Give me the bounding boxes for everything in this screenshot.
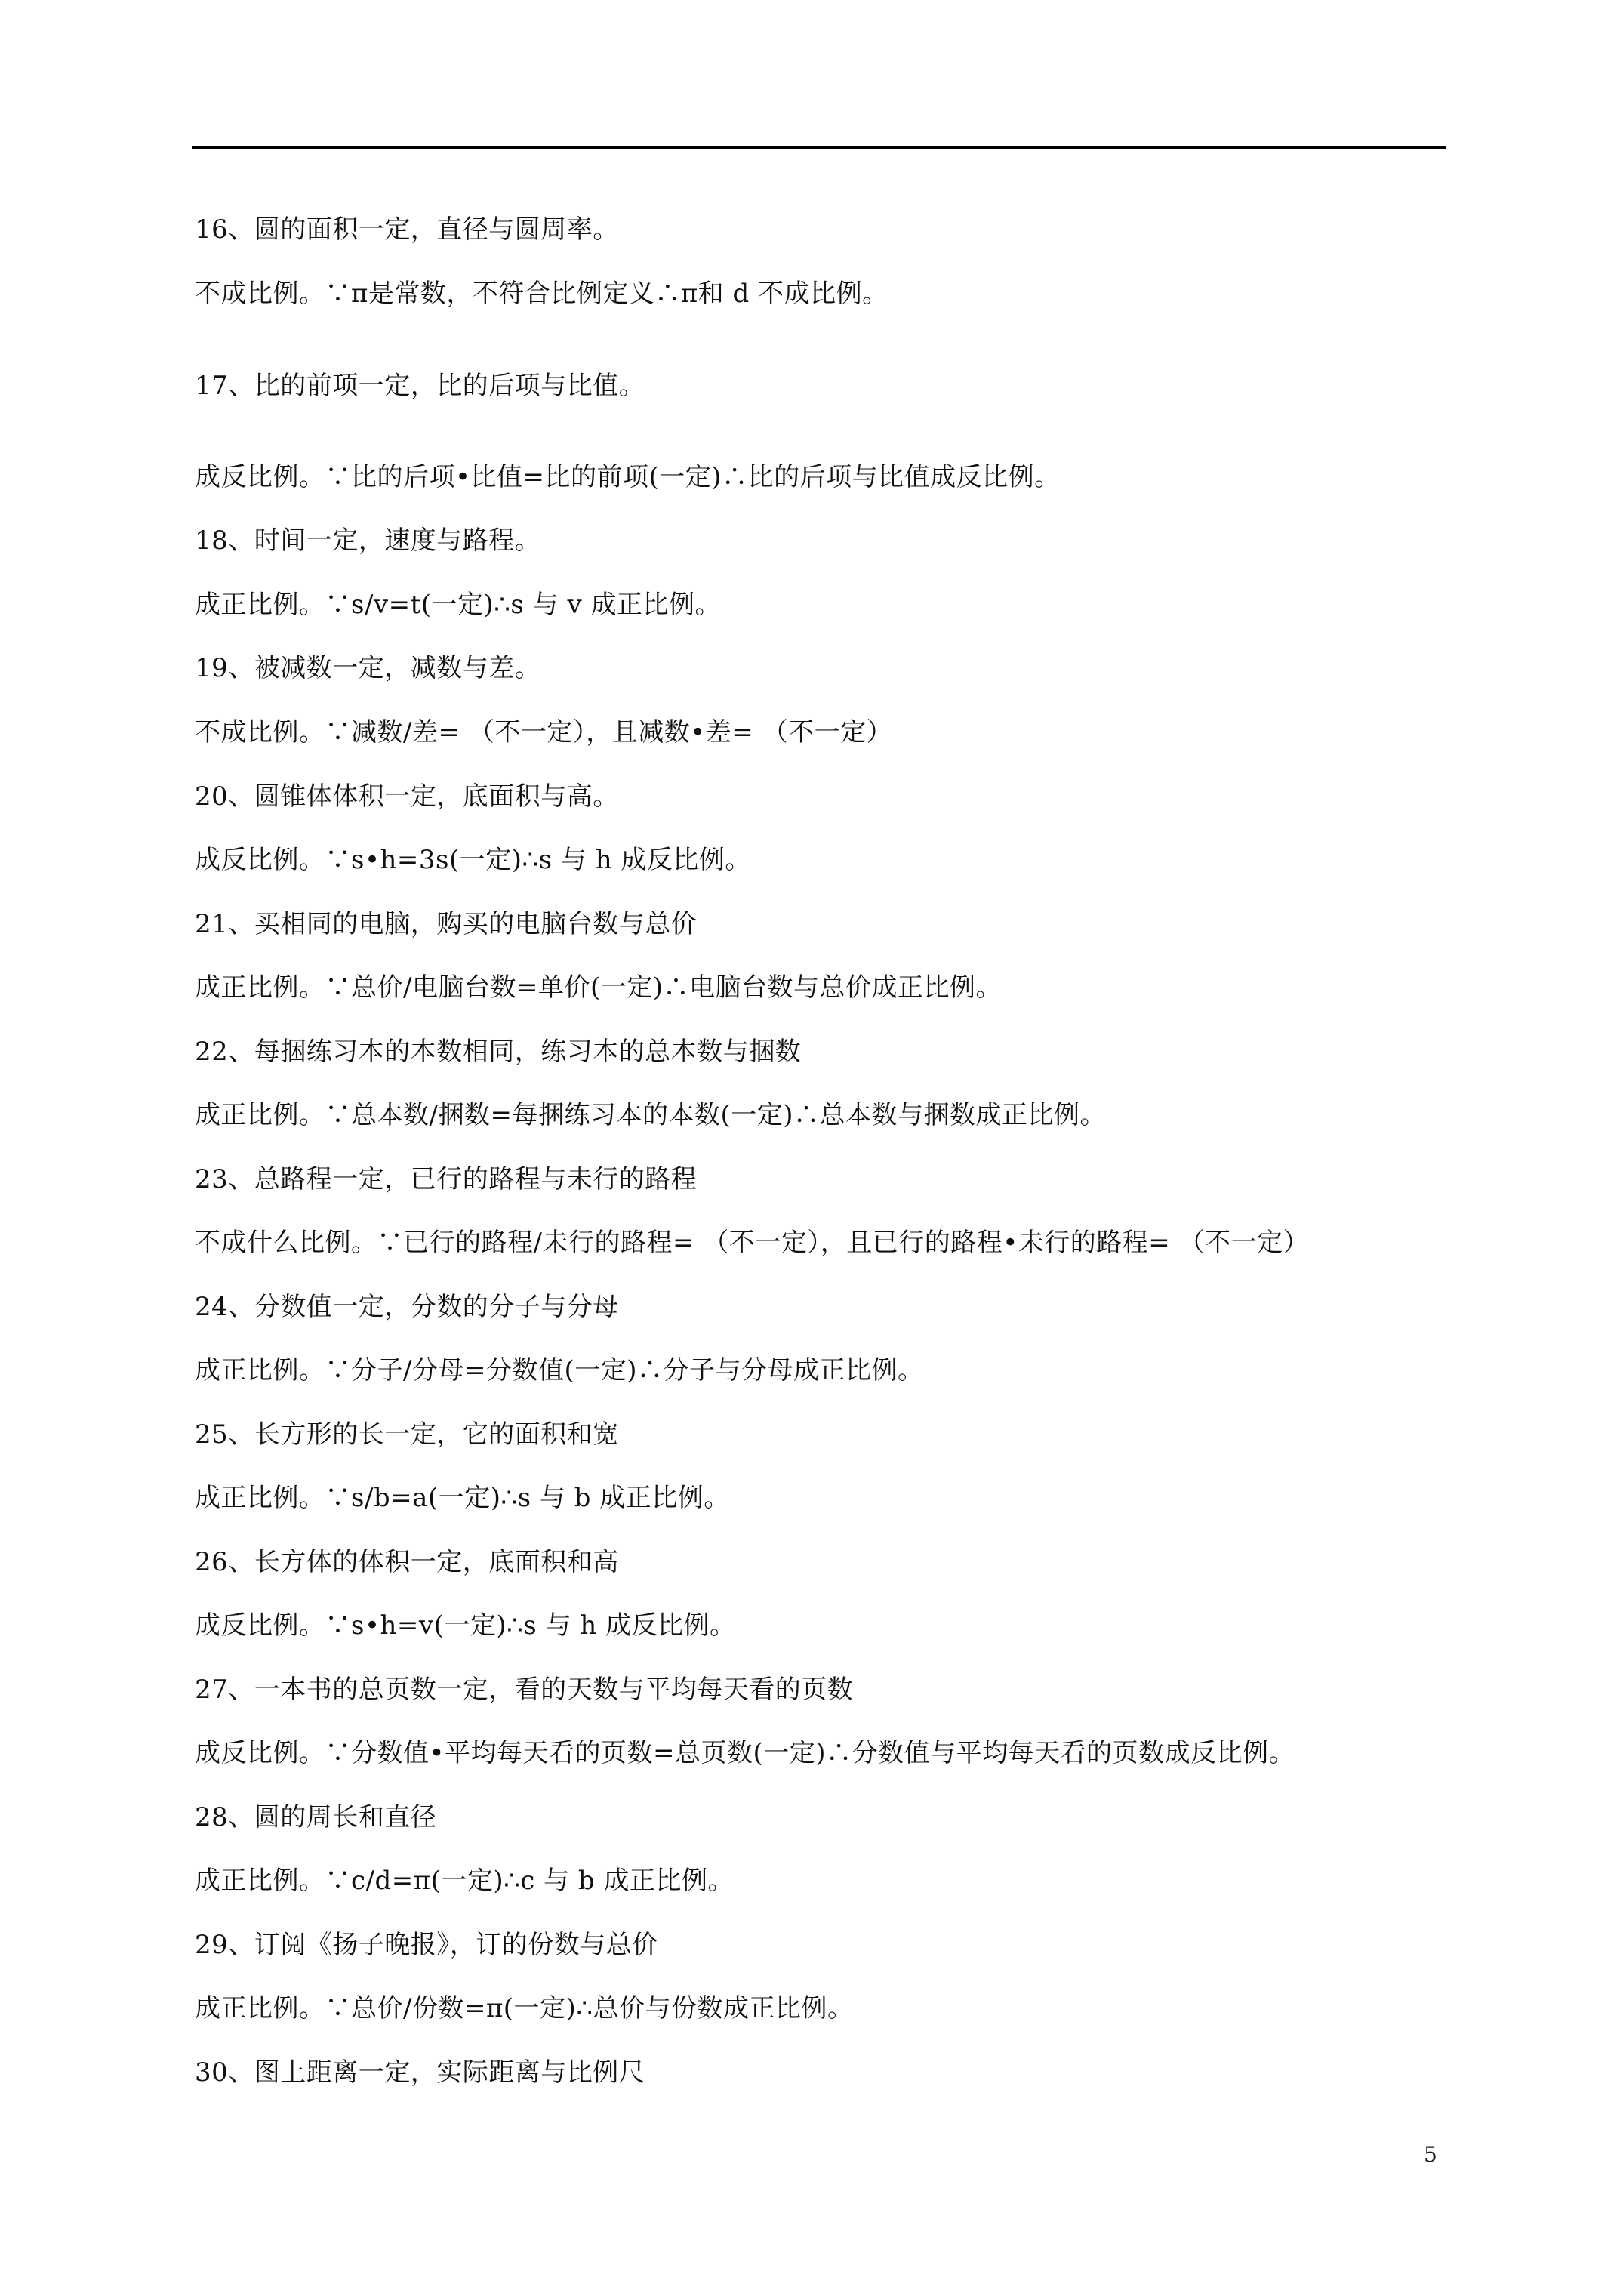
- answer-28: 成正比例。∵c/d=π(一定)∴c 与 b 成正比例。: [195, 1866, 734, 1896]
- question-24: 24、分数值一定，分数的分子与分母: [195, 1292, 619, 1322]
- question-23: 23、总路程一定，已行的路程与未行的路程: [195, 1164, 698, 1194]
- question-16: 16、圆的面积一定，直径与圆周率。: [195, 214, 619, 245]
- question-17: 17、比的前项一定，比的后项与比值。: [195, 371, 645, 401]
- question-19: 19、被减数一定，减数与差。: [195, 653, 541, 683]
- answer-25: 成正比例。∵s/b=a(一定)∴s 与 b 成正比例。: [195, 1483, 730, 1513]
- question-27: 27、一本书的总页数一定，看的天数与平均每天看的页数: [195, 1675, 854, 1705]
- question-20: 20、圆锥体体积一定，底面积与高。: [195, 781, 619, 812]
- question-18: 18、时间一定，速度与路程。: [195, 525, 541, 556]
- answer-26: 成反比例。∵s•h=v(一定)∴s 与 h 成反比例。: [195, 1610, 736, 1641]
- answer-19: 不成比例。∵减数/差= （不一定），且减数•差= （不一定）: [195, 717, 893, 747]
- answer-22: 成正比例。∵总本数/捆数=每捆练习本的本数(一定)∴总本数与捆数成正比例。: [195, 1100, 1106, 1130]
- answer-16: 不成比例。∵π是常数，不符合比例定义∴π和 d 不成比例。: [195, 279, 888, 309]
- question-29: 29、订阅《扬子晚报》，订的份数与总价: [195, 1930, 658, 1960]
- answer-24: 成正比例。∵分子/分母=分数值(一定)∴分子与分母成正比例。: [195, 1355, 924, 1385]
- header-rule: [192, 146, 1446, 149]
- answer-17: 成反比例。∵比的后项•比值=比的前项(一定)∴比的后项与比值成反比例。: [195, 462, 1061, 492]
- question-26: 26、长方体的体积一定，底面积和高: [195, 1547, 619, 1577]
- question-21: 21、买相同的电脑，购买的电脑台数与总价: [195, 909, 698, 939]
- answer-20: 成反比例。∵s•h=3s(一定)∴s 与 h 成反比例。: [195, 845, 751, 875]
- answer-21: 成正比例。∵总价/电脑台数=单价(一定)∴电脑台数与总价成正比例。: [195, 972, 1002, 1003]
- answer-18: 成正比例。∵s/v=t(一定)∴s 与 v 成正比例。: [195, 590, 722, 620]
- question-30: 30、图上距离一定，实际距离与比例尺: [195, 2057, 645, 2088]
- answer-29: 成正比例。∵总价/份数=π(一定)∴总价与份数成正比例。: [195, 1993, 854, 2023]
- answer-23: 不成什么比例。∵已行的路程/未行的路程= （不一定），且已行的路程•未行的路程= （不一定）: [195, 1228, 1310, 1258]
- question-22: 22、每捆练习本的本数相同，练习本的总本数与捆数: [195, 1037, 802, 1067]
- question-25: 25、长方形的长一定，它的面积和宽: [195, 1419, 619, 1450]
- page-number: 5: [1424, 2142, 1437, 2167]
- answer-27: 成反比例。∵分数值•平均每天看的页数=总页数(一定)∴分数值与平均每天看的页数成反比例。: [195, 1738, 1295, 1768]
- question-28: 28、圆的周长和直径: [195, 1802, 437, 1832]
